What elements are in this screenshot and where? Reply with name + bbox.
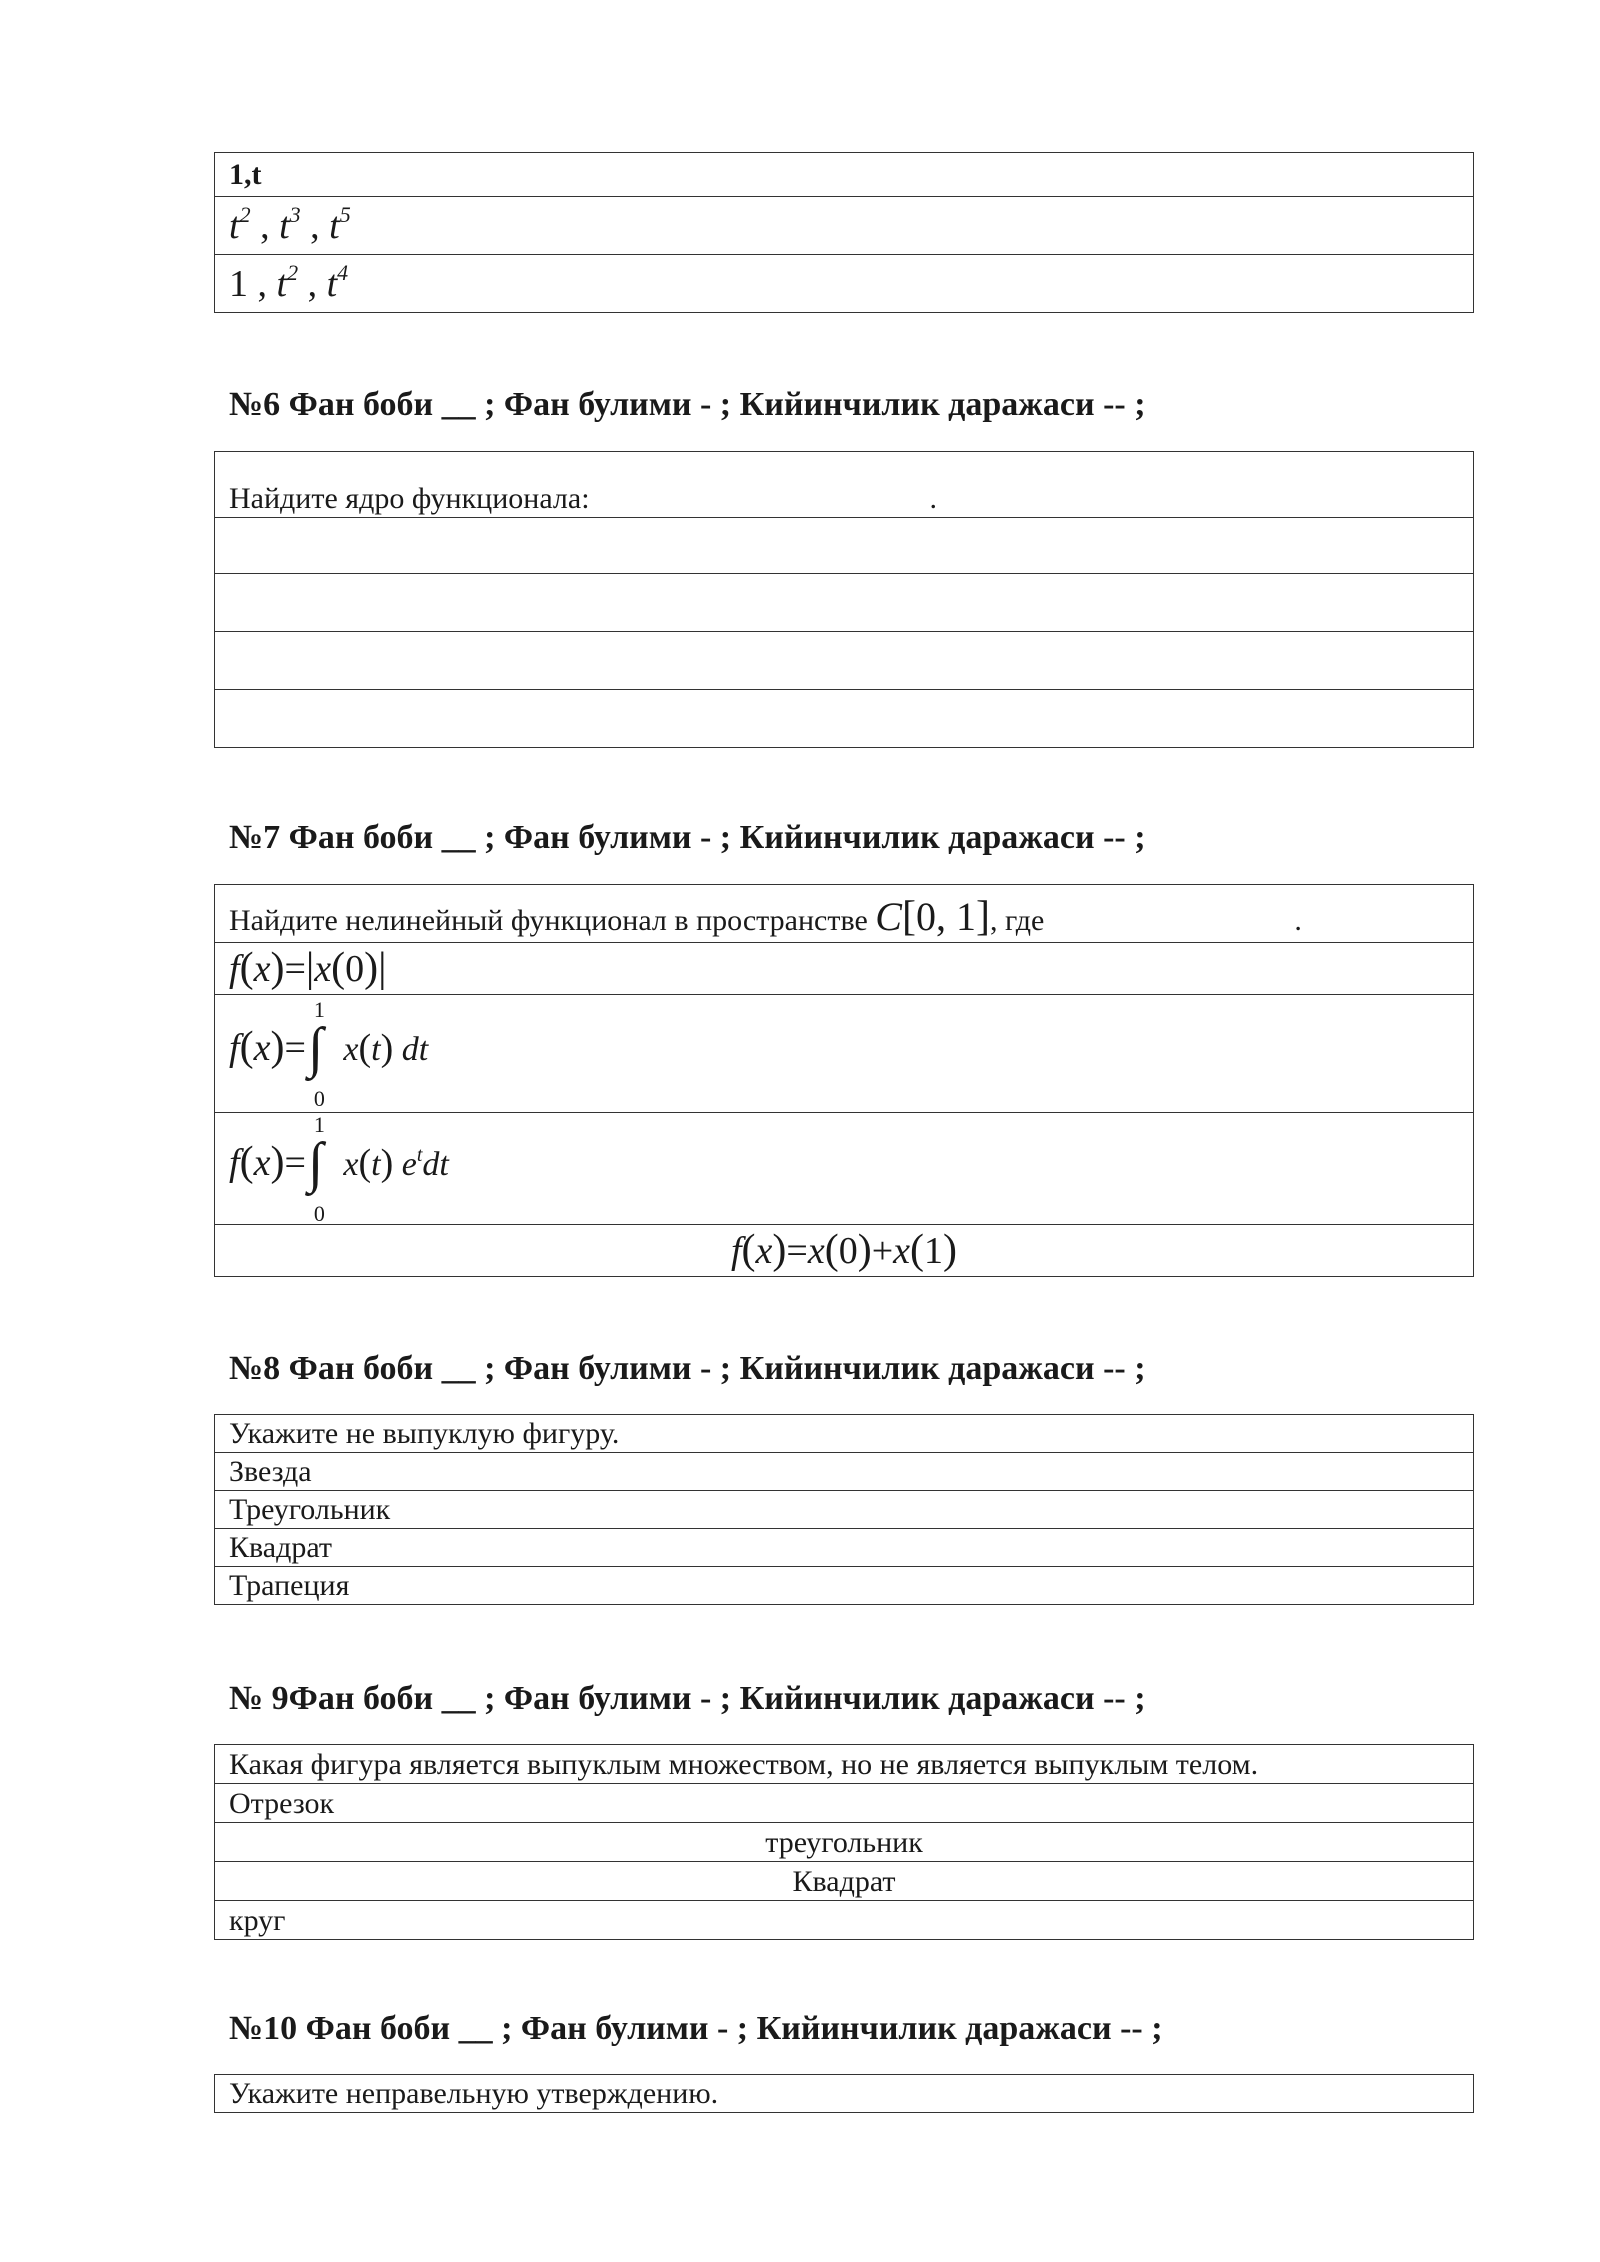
q7-header: №7 Фан боби __ ; Фан булими - ; Кийинчилик даражаси -- ; — [229, 819, 1146, 856]
q8-header: №8 Фан боби __ ; Фан булими - ; Кийинчилик даражаси -- ; — [229, 1350, 1146, 1387]
question-7 — [214, 884, 1474, 1277]
q10-header: №10 Фан боби __ ; Фан булими - ; Кийинчилик даражаси -- ; — [229, 2010, 1163, 2047]
q9-answer-2: треугольник — [215, 1823, 1474, 1862]
q8-answer-1: Звезда — [215, 1453, 1474, 1491]
q9-question: Какая фигура является выпуклым множеством, но не является выпуклым телом. — [215, 1745, 1474, 1784]
q9-table — [214, 1744, 1474, 1940]
q9-header: № 9Фан боби __ ; Фан булими - ; Кийинчилик даражаси -- ; — [229, 1680, 1146, 1717]
q9-answer-4: круг — [215, 1901, 1474, 1940]
q5-table — [214, 152, 1474, 313]
q6-answer-2 — [215, 574, 1474, 632]
q6-answer-3 — [215, 632, 1474, 690]
q8-answer-2: Треугольник — [215, 1491, 1474, 1529]
q10-table — [214, 2074, 1474, 2113]
question-9 — [214, 1744, 1474, 1940]
q6-header: №6 Фан боби __ ; Фан булими - ; Кийинчилик даражаси -- ; — [229, 386, 1146, 423]
q8-question: Укажите не выпуклую фигуру. — [215, 1415, 1474, 1453]
q6-answer-4 — [215, 690, 1474, 748]
question-10 — [214, 2074, 1474, 2113]
q8-table — [214, 1414, 1474, 1605]
q7-answer-1: f(x)=|x(0)| — [215, 943, 1474, 995]
q7-answer-4: f(x)=x(0)+x(1) — [215, 1225, 1474, 1277]
integral-sign: 1 ∫ 0 — [307, 996, 325, 1112]
q9-answer-1: Отрезок — [215, 1784, 1474, 1823]
q6-table — [214, 451, 1474, 748]
q7-question: Найдите нелинейный функционал в пространстве C[0, 1], где . — [215, 885, 1474, 943]
q6-question: Найдите ядро функционала: . — [215, 452, 1474, 518]
q5-answer-2: $t^2$ , $t^3$ , $t^5$ — [215, 197, 1474, 255]
q9-answer-3: Квадрат — [215, 1862, 1474, 1901]
q6-answer-1 — [215, 518, 1474, 574]
q8-answer-4: Трапеция — [215, 1567, 1474, 1605]
q8-answer-3: Квадрат — [215, 1529, 1474, 1567]
question-6 — [214, 451, 1474, 748]
q5-answer-1: 1,t — [215, 153, 1474, 197]
integral-sign: 1 ∫ 0 — [307, 1112, 325, 1225]
q10-question: Укажите неправельную утверждению. — [215, 2075, 1474, 2113]
question-5-answers — [214, 152, 1474, 313]
q7-answer-2: f(x)= 1 ∫ 0 x(t) dt — [215, 995, 1474, 1113]
q5-answer-3: 1 , $t^2$ , $t^4$ — [215, 255, 1474, 313]
question-8 — [214, 1414, 1474, 1605]
q7-answer-3: f(x)= 1 ∫ 0 x(t) $e^tdt$ — [215, 1113, 1474, 1225]
q7-table — [214, 884, 1474, 1277]
